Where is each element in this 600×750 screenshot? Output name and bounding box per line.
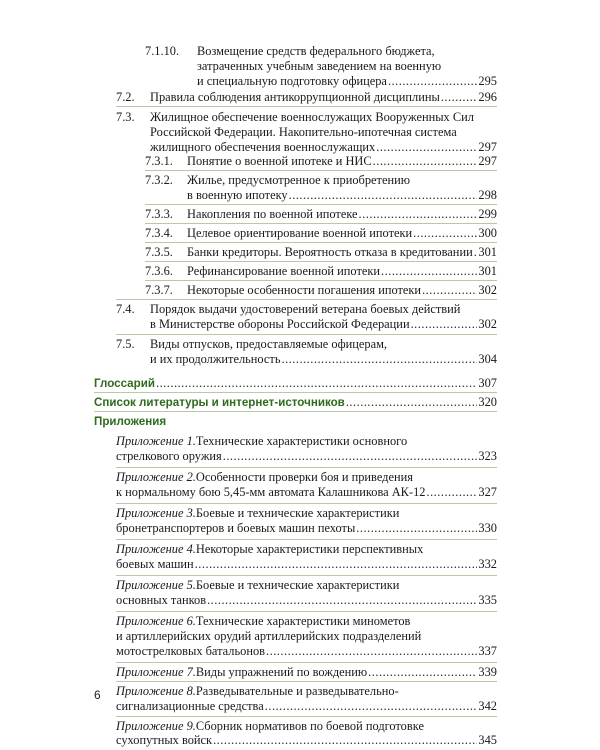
appendix-label: Приложение 4. [116,542,196,556]
dot-leader [474,245,478,260]
entry-number: 7.3.2. [145,173,173,187]
entry-page: 337 [478,644,497,658]
entry-page: 320 [478,395,497,409]
toc-entry-appendix-4 [116,542,497,572]
entry-page: 330 [478,521,497,535]
dot-leader [376,140,477,155]
dot-leader [411,317,478,332]
entry-title: и артиллерийских орудий артиллерийских подразделений [116,629,422,643]
entry-number: 7.3.4. [145,226,173,240]
toc-entry-appendix-2 [116,470,497,500]
toc-entry-7-3-5 [145,245,497,260]
entry-title: Особенности проверки боя и приведения [195,470,413,484]
entry-title: Возмещение средств федерального бюджета, [197,44,435,58]
toc-entry-appendix-1 [116,434,497,464]
page-number: 6 [94,688,101,702]
dot-leader [413,226,477,241]
entry-page: 339 [478,665,497,679]
dot-leader [281,352,477,367]
entry-page: 296 [478,90,497,104]
entry-number: 7.2. [116,90,135,104]
entry-number: 7.3.5. [145,245,173,259]
entry-title: Жилье, предусмотренное к приобретению [187,173,410,187]
entry-title: Боевые и технические характеристики [195,578,400,592]
toc-entry-7-4 [116,302,497,332]
appendix-label: Приложение 5. [116,578,196,592]
entry-page: 300 [478,226,497,240]
appendix-label: Приложение 3. [116,506,196,520]
entry-title: Технические характеристики минометов [195,614,411,628]
toc-entry-appendix-8 [116,684,497,714]
appendix-label: Приложение 6. [116,614,196,628]
dot-leader [346,395,478,410]
dot-leader [289,188,478,203]
entry-title: Разведывательные и разведывательно- [195,684,399,698]
appendices-heading: Приложения [94,415,167,428]
entry-number: 7.3.7. [145,283,173,297]
entry-number: 7.3.3. [145,207,173,221]
dot-leader [373,154,478,169]
dot-leader [381,264,477,279]
dot-leader [265,699,478,714]
entry-title: Жилищное обеспечение военнослужащих Вооруженных Сил [150,110,474,124]
entry-title: Целевое ориентирование военной ипотеки [187,226,413,240]
entry-title: мотострелковых батальонов [116,644,265,658]
entry-title: боевых машин [116,557,194,571]
dot-leader [213,733,477,748]
entry-page: 327 [478,485,497,499]
toc-entry-glossary [94,376,497,391]
toc-entry-appendix-9-cont [116,733,497,748]
entry-title: к нормальному бою 5,45-мм автомата Калашникова АК-12 [116,485,426,499]
entry-title: и специальную подготовку офицера [197,74,387,88]
entry-number: 7.3. [116,110,135,124]
entry-number: 7.3.1. [145,154,173,168]
entry-title: Понятие о военной ипотеке и НИС [187,154,372,168]
appendix-label: Приложение 2. [116,470,196,484]
toc-entry-appendix-3 [116,506,497,536]
appendix-label: Приложение 9. [116,719,196,733]
dot-leader [266,644,477,659]
entry-page: 304 [478,352,497,366]
entry-page: 301 [478,264,497,278]
toc-entry-7-3-6 [145,264,497,279]
entry-title: бронетранспортеров и боевых машин пехоты [116,521,356,535]
toc-entry-7-3 [116,110,497,155]
entry-title: Виды упражнений по вождению [195,665,368,679]
entry-title: Виды отпусков, предоставляемые офицерам, [150,337,388,351]
toc-entry-7-3-7 [145,283,497,298]
toc-entry-7-2 [116,90,497,105]
entry-title: Список литературы и интернет-источников [94,396,345,409]
entry-page: 297 [478,140,497,154]
appendix-label: Приложение 7. [116,665,196,679]
toc-entry-7-5 [116,337,497,367]
entry-title: Накопления по военной ипотеке [187,207,358,221]
toc-entry-appendix-6 [116,614,497,659]
entry-title: Некоторые характеристики перспективных [195,542,424,556]
entry-title: Боевые и технические характеристики [195,506,400,520]
entry-title: стрелкового оружия [116,449,222,463]
dot-leader [156,376,477,391]
entry-page: 307 [478,376,497,390]
entry-title: в Министерстве обороны Российской Федерации [150,317,410,331]
entry-title: Некоторые особенности погашения ипотеки [187,283,422,297]
entry-title: Технические характеристики основного [195,434,408,448]
dot-leader [441,90,478,105]
entry-title: сигнализационные средства [116,699,264,713]
entry-page: 342 [478,699,497,713]
entry-number: 7.5. [116,337,135,351]
toc-entry-7-3-1 [145,154,497,169]
dot-leader [359,207,478,222]
toc-entry-appendix-9 [116,719,497,734]
toc-entry-7-3-2 [145,173,497,203]
dot-leader [195,557,478,572]
entry-number: 7.3.6. [145,264,173,278]
entry-page: 299 [478,207,497,221]
entry-title: Банки кредиторы. Вероятность отказа в кредитовании [187,245,473,259]
toc-entry-7-3-4 [145,226,497,241]
entry-page: 297 [478,154,497,168]
dot-leader [388,74,477,89]
entry-title: Рефинансирование военной ипотеки [187,264,381,278]
entry-number: 7.1.10. [145,44,180,58]
entry-title: Порядок выдачи удостоверений ветерана боевых действий [150,302,461,316]
entry-title: Сборник нормативов по боевой подготовке [195,719,424,733]
entry-title: Российской Федерации. Накопительно-ипотечная система [150,125,457,139]
dot-leader [356,521,477,536]
entry-title: Правила соблюдения антикоррупционной дисциплины [150,90,440,104]
entry-page: 302 [478,317,497,331]
entry-page: 301 [478,245,497,259]
toc-entry-7-3-3 [145,207,497,222]
toc-entry-7-1-10 [145,44,497,89]
entry-title: Глоссарий [94,377,155,390]
entry-title: в военную ипотеку [187,188,288,202]
appendix-label: Приложение 1. [116,434,196,448]
entry-page: 323 [478,449,497,463]
entry-page: 332 [478,557,497,571]
dot-leader [368,665,477,680]
appendix-label: Приложение 8. [116,684,196,698]
toc-entry-appendix-7 [116,665,497,680]
dot-leader [426,485,477,500]
entry-title: жилищного обеспечения военнослужащих [150,140,376,154]
entry-page: 298 [478,188,497,202]
dot-leader [422,283,477,298]
entry-page: 302 [478,283,497,297]
entry-page: 335 [478,593,497,607]
toc-entry-literature [94,395,497,410]
dot-leader [223,449,478,464]
entry-title: затраченных учебным заведением на военную [197,59,442,73]
toc-entry-appendix-5 [116,578,497,608]
entry-title: основных танков [116,593,207,607]
entry-title: сухопутных войск [116,733,213,747]
entry-page: 295 [478,74,497,88]
entry-title: и их продолжительность [150,352,281,366]
dot-leader [207,593,477,608]
entry-number: 7.4. [116,302,135,316]
entry-page: 345 [478,733,497,747]
